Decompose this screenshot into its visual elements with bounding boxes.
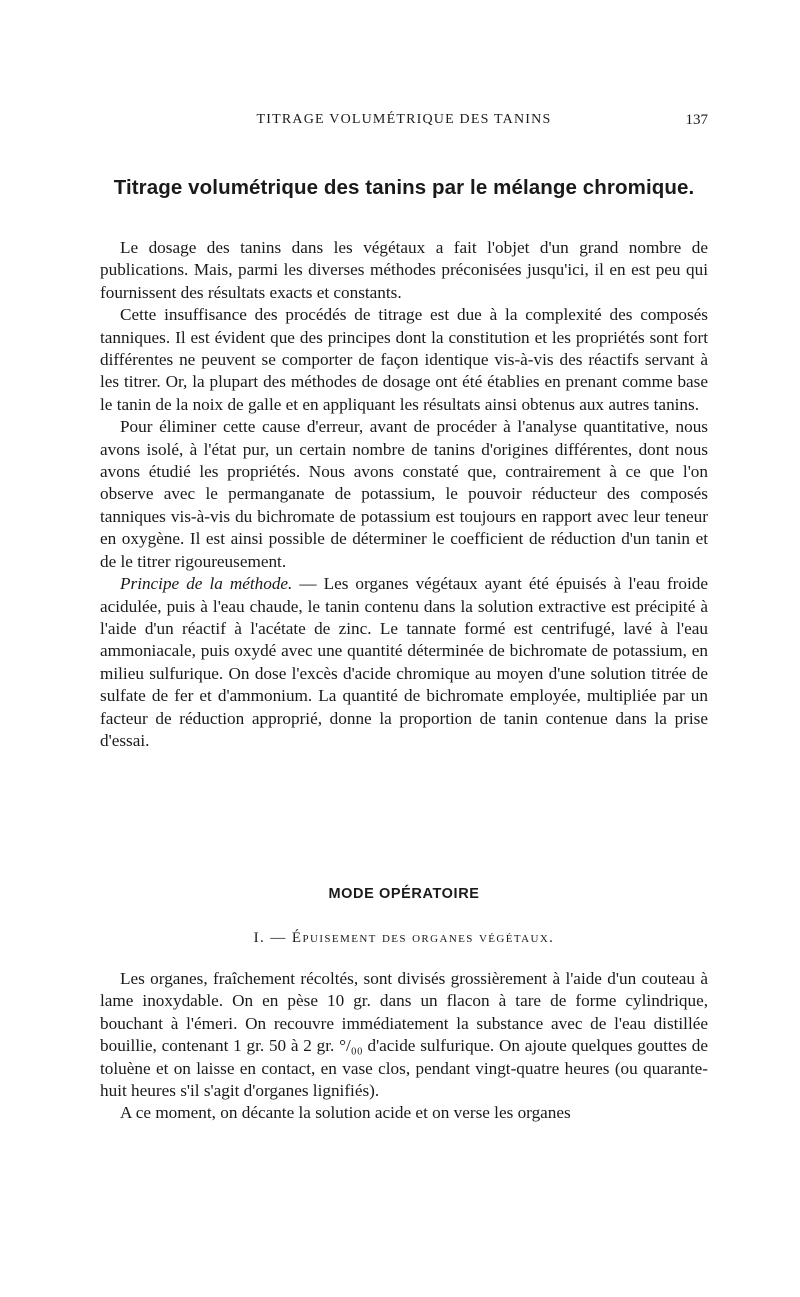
paragraph-principe	[100, 573, 708, 752]
paragraph: Le dosage des tanins dans les végétaux a fait l'objet d'un grand nombre de publications. Mais, parmi les diverses méthodes préconisées jusqu'ici, il en est peu qui fournissent des résultats exacts et constants.	[100, 238, 708, 302]
paragraph: Cette insuffisance des procédés de titrage est due à la complexité des composés tanniques. Il est évident que des principes dont la constitution et les propriétés sont fort différentes ne peuvent se comporter de façon identique vis-à-vis des réactifs servant à les titrer. Or, la plupart des méthodes de dosage ont été établies en prenant comme base le tanin de la noix de galle et en appliquant les résultats ainsi obtenus aux autres tanins.	[100, 305, 708, 414]
page-number: 137	[685, 112, 708, 128]
paragraph: Pour éliminer cette cause d'erreur, avant de procéder à l'analyse quantitative, nous avons isolé, à l'état pur, un certain nombre de tanins d'origines différentes, dont nous avons étudié les propriétés. Nous avons constaté que, contrairement à ce que l'on observe avec le permanganate de potassium, le pouvoir réducteur des composés tanniques vis-à-vis du bichromate de potassium est toujours en rapport avec leur teneur en oxygène. Il est ainsi possible de déterminer le coefficient de réduction d'un tanin et de le titrer rigoureusement.	[100, 417, 708, 571]
article-title: Titrage volumétrique des tanins par le mélange chromique.	[113, 176, 695, 199]
principe-text: — Les organes végétaux ayant été épuisés à l'eau froide acidulée, puis à l'eau chaude, le tanin contenu dans la solution extractive est précipité à l'aide d'un réactif à l'acétate de zinc. Le tannate formé est centrifugé, lavé à l'eau ammoniacale, puis oxydé avec une quantité déterminée de bichromate de potassium, en milieu sulfurique. On dose l'excès d'acide chromique au moyen d'une solution titrée de sulfate de fer et d'ammonium. La quantité de bichromate employée, multipliée par un facteur de réduction approprié, donne la proportion de tanin contenue dans la prise d'essai.	[100, 574, 708, 750]
paragraph: A ce moment, on décante la solution acide et on verse les organes	[120, 1103, 571, 1123]
intro-text	[100, 237, 708, 752]
section-text	[100, 968, 708, 1125]
page-header	[100, 112, 708, 136]
paragraph: Les organes, fraîchement récoltés, sont divisés grossièrement à l'aide d'un couteau à lame inoxydable. On en pèse 10 gr. dans un flacon à tare de forme cylindrique, bouchant à l'émeri. On recouvre immédiatement la substance avec de l'eau distillée bouillie, contenant 1 gr. 50 à 2 gr. °/₀₀ d'acide sulfurique. On ajoute quelques gouttes de toluène et on laisse en contact, en vase clos, pendant vingt-quatre heures (ou quarante-huit heures s'il s'agit d'organes lignifiés).	[100, 969, 708, 1101]
section-subheading: I. — Épuisement des organes végétaux.	[253, 930, 555, 946]
running-title: TITRAGE VOLUMÉTRIQUE DES TANINS	[256, 112, 552, 127]
principe-label: Principe de la méthode.	[120, 574, 293, 594]
section-heading: MODE OPÉRATOIRE	[328, 886, 480, 902]
